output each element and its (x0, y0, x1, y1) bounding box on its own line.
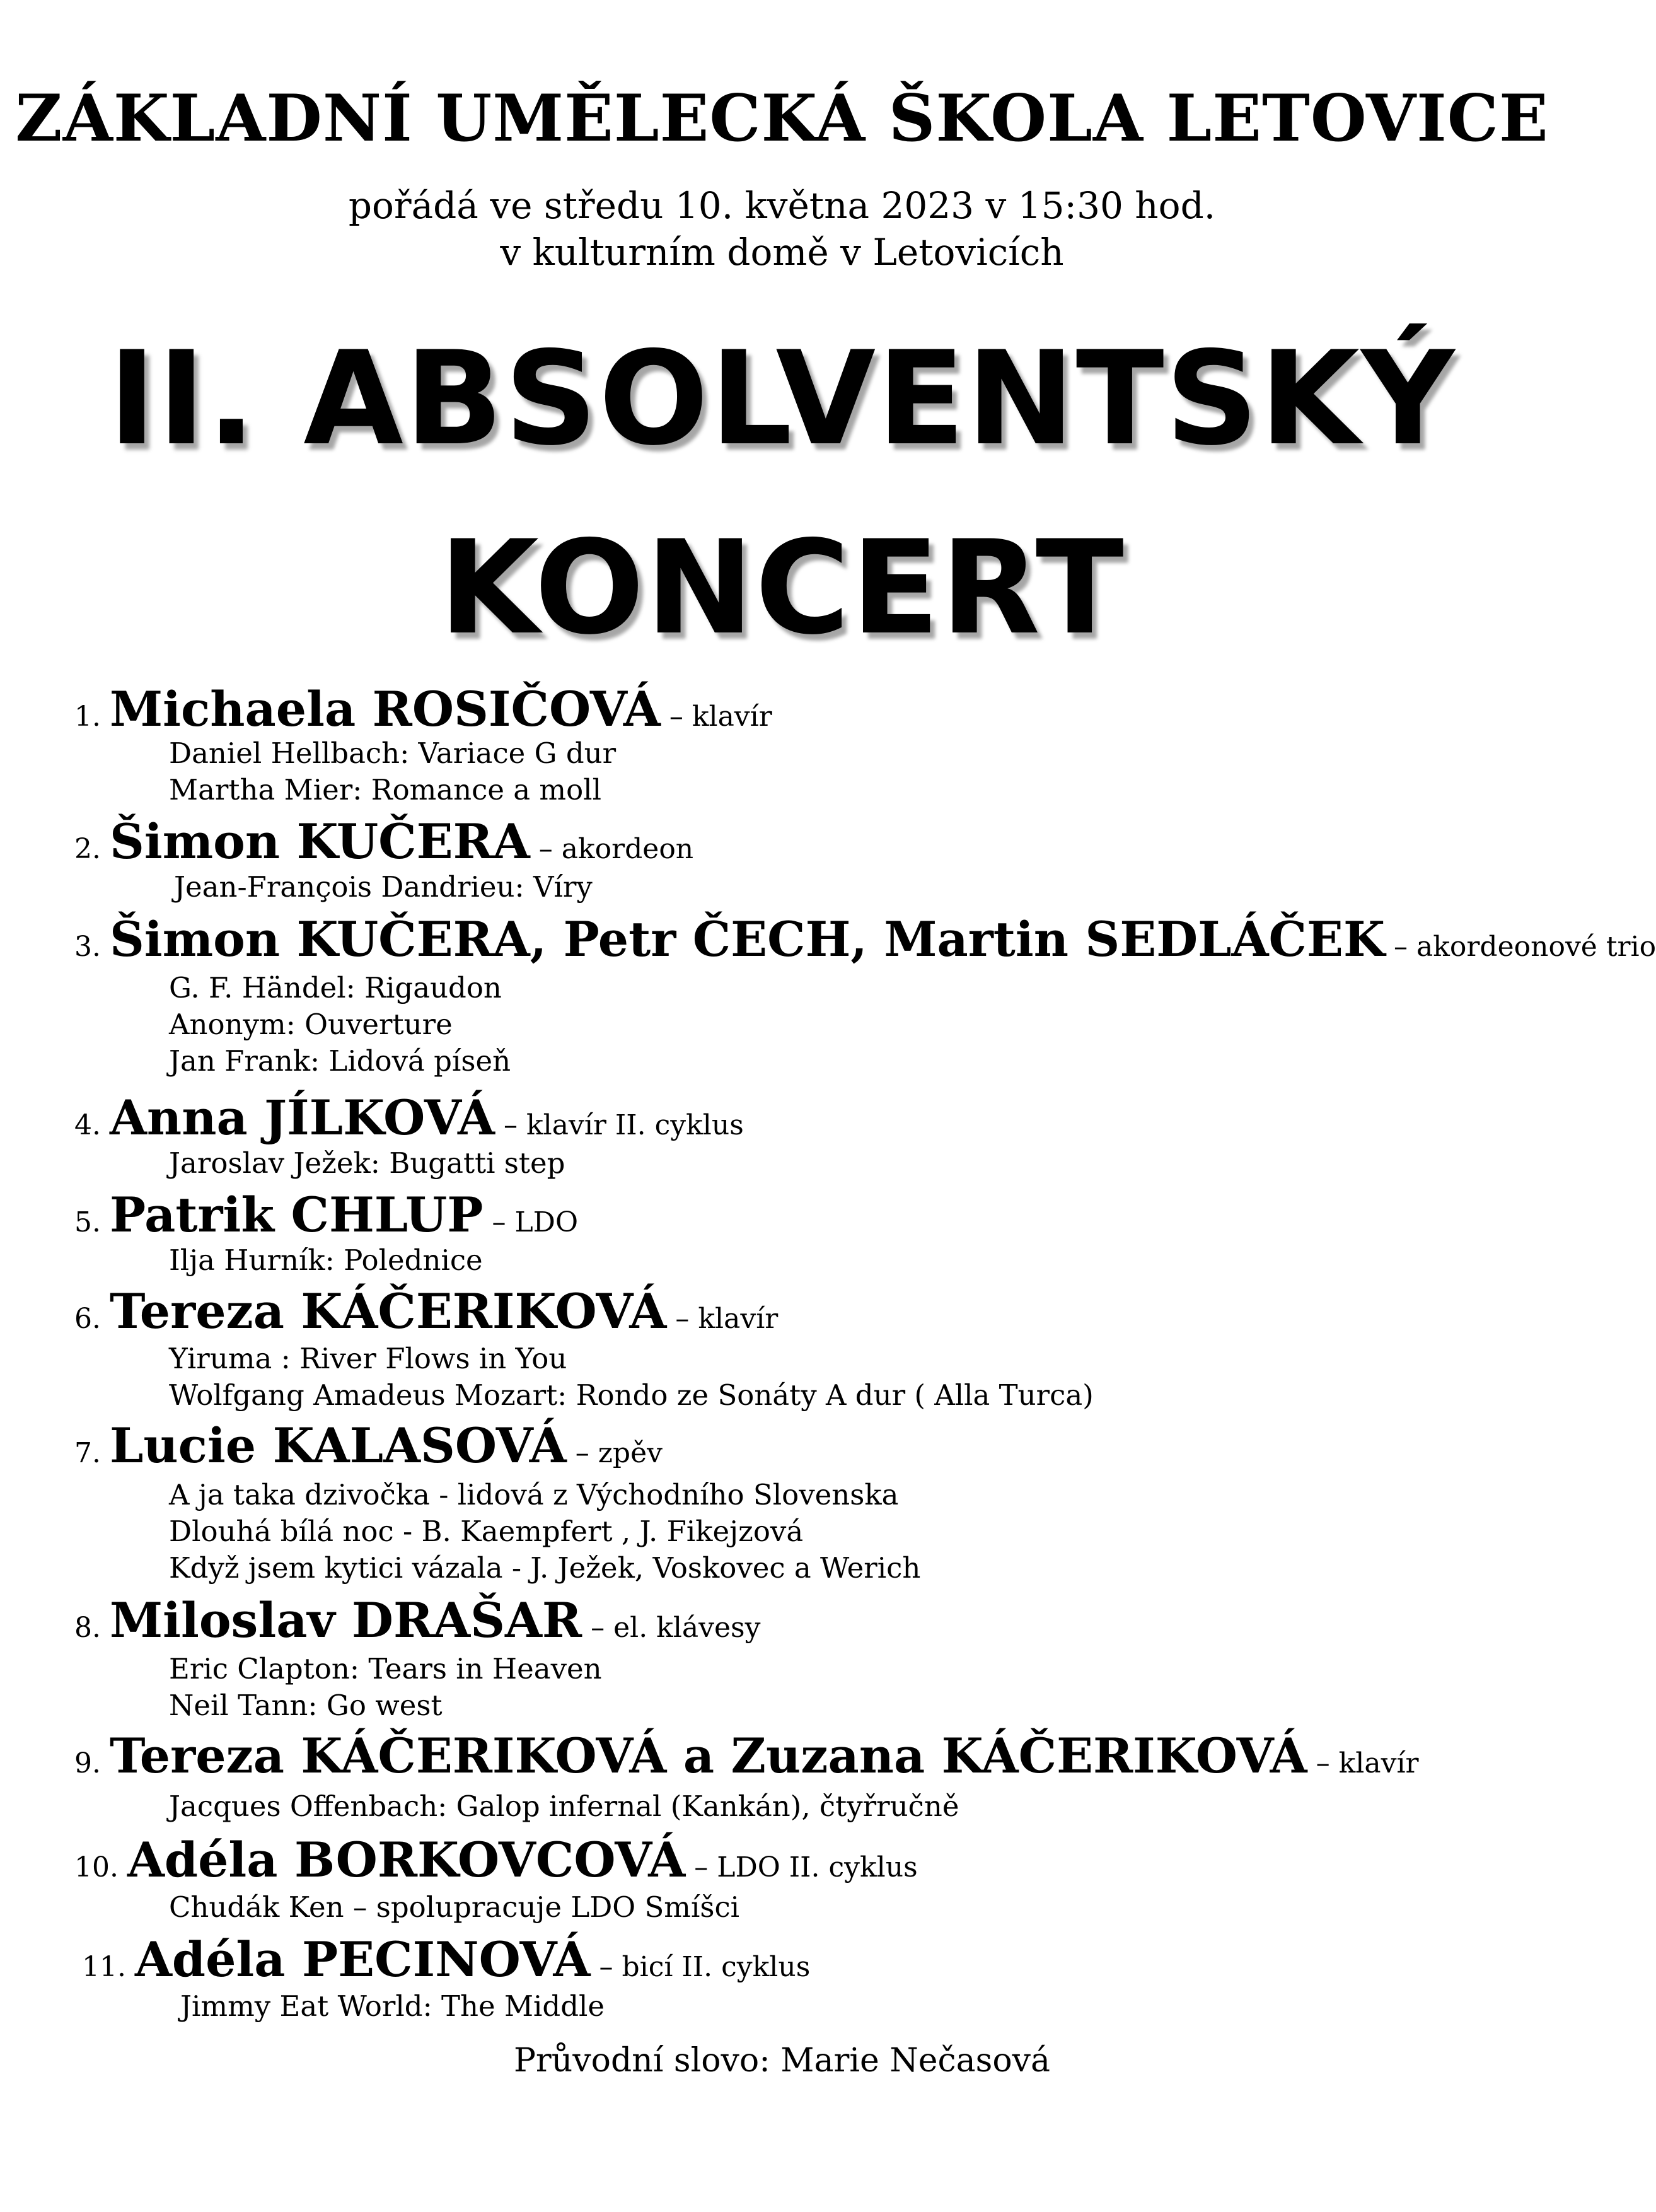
footer-narrator: Průvodní slovo: Marie Nečasová (513, 2042, 1051, 2080)
instrument: – zpěv (566, 1437, 663, 1469)
performer-name: Adéla BORKOVCOVÁ (127, 1832, 686, 1888)
piece-title: Martha Mier: Romance a moll (169, 773, 601, 806)
entry-number: 4. (74, 1109, 110, 1141)
piece-title: Anonym: Ouverture (169, 1008, 453, 1041)
venue-line: v kulturním domě v Letovicích (500, 231, 1064, 274)
program-entry (74, 1832, 918, 1888)
entry-number: 3. (74, 931, 110, 963)
piece-title: Daniel Hellbach: Variace G dur (169, 736, 617, 770)
instrument: – LDO (483, 1206, 579, 1238)
program-entry (74, 1283, 778, 1339)
instrument: – akordeon (530, 833, 694, 865)
piece-title: Dlouhá bílá noc - B. Kaempfert , J. Fikejzová (169, 1515, 804, 1548)
entry-number: 1. (74, 701, 110, 733)
instrument: – klavír (666, 1303, 779, 1335)
program-entry (74, 1417, 663, 1474)
instrument: – klavír (660, 701, 772, 733)
title-line-1: II. ABSOLVENTSKÝ (108, 324, 1456, 474)
entry-number: 8. (74, 1612, 110, 1644)
piece-title: Jaroslav Ježek: Bugatti step (169, 1146, 565, 1180)
school-name: ZÁKLADNÍ UMĚLECKÁ ŠKOLA LETOVICE (15, 81, 1549, 156)
program-entry (74, 681, 772, 737)
instrument: – akordeonové trio (1385, 931, 1656, 963)
entry-number: 9. (74, 1747, 110, 1779)
program-entry (82, 1931, 810, 1988)
performer-name: Patrik CHLUP (109, 1187, 483, 1243)
performer-name: Lucie KALASOVÁ (109, 1417, 567, 1474)
entry-number: 5. (74, 1206, 110, 1238)
performer-name: Tereza KÁČERIKOVÁ (109, 1283, 667, 1339)
performer-name: Miloslav DRAŠAR (109, 1592, 582, 1648)
date-line: pořádá ve středu 10. května 2023 v 15:30 hod. (348, 184, 1216, 227)
performer-name: Adéla PECINOVÁ (134, 1931, 591, 1988)
instrument: – el. klávesy (582, 1612, 761, 1644)
piece-title: Eric Clapton: Tears in Heaven (169, 1652, 602, 1685)
entry-number: 2. (74, 833, 110, 865)
piece-title: Yiruma : River Flows in You (169, 1342, 567, 1375)
piece-title: Jimmy Eat World: The Middle (180, 1989, 605, 2023)
piece-title: Chudák Ken – spolupracuje LDO Smíšci (169, 1890, 740, 1924)
program-entry (74, 1592, 760, 1648)
piece-title: G. F. Händel: Rigaudon (169, 971, 502, 1004)
performer-name: Šimon KUČERA, Petr ČECH, Martin SEDLÁČEK (109, 911, 1386, 967)
entry-number: 10. (74, 1851, 127, 1883)
piece-title: Když jsem kytici vázala - J. Ježek, Voskovec a Werich (169, 1551, 921, 1585)
program-entry (74, 1187, 578, 1243)
performer-name: Michaela ROSIČOVÁ (109, 681, 661, 737)
program-entry (74, 1090, 744, 1146)
piece-title: Ilja Hurník: Polednice (169, 1243, 483, 1277)
instrument: – klavír (1307, 1747, 1419, 1779)
performer-name: Šimon KUČERA (109, 813, 530, 870)
piece-title: A ja taka dzivočka - lidová z Východního Slovenska (169, 1478, 899, 1511)
entry-number: 7. (74, 1437, 110, 1469)
entry-number: 6. (74, 1303, 110, 1335)
piece-title: Jean-François Dandrieu: Víry (174, 870, 593, 904)
piece-title: Wolfgang Amadeus Mozart: Rondo ze Sonáty A dur ( Alla Turca) (169, 1378, 1094, 1412)
piece-title: Jacques Offenbach: Galop infernal (Kankán), čtyřručně (169, 1790, 959, 1823)
piece-title: Jan Frank: Lidová píseň (169, 1044, 511, 1078)
program-entry (74, 911, 1656, 967)
performer-name: Anna JÍLKOVÁ (109, 1090, 495, 1146)
instrument: – bicí II. cyklus (590, 1951, 811, 1983)
entry-number: 11. (82, 1951, 135, 1983)
program-entry (74, 813, 693, 870)
instrument: – LDO II. cyklus (685, 1851, 918, 1883)
program-entry (74, 1728, 1419, 1784)
title-line-2: KONCERT (439, 513, 1125, 663)
piece-title: Neil Tann: Go west (169, 1689, 443, 1722)
instrument: – klavír II. cyklus (495, 1109, 744, 1141)
performer-name: Tereza KÁČERIKOVÁ a Zuzana KÁČERIKOVÁ (109, 1728, 1307, 1784)
